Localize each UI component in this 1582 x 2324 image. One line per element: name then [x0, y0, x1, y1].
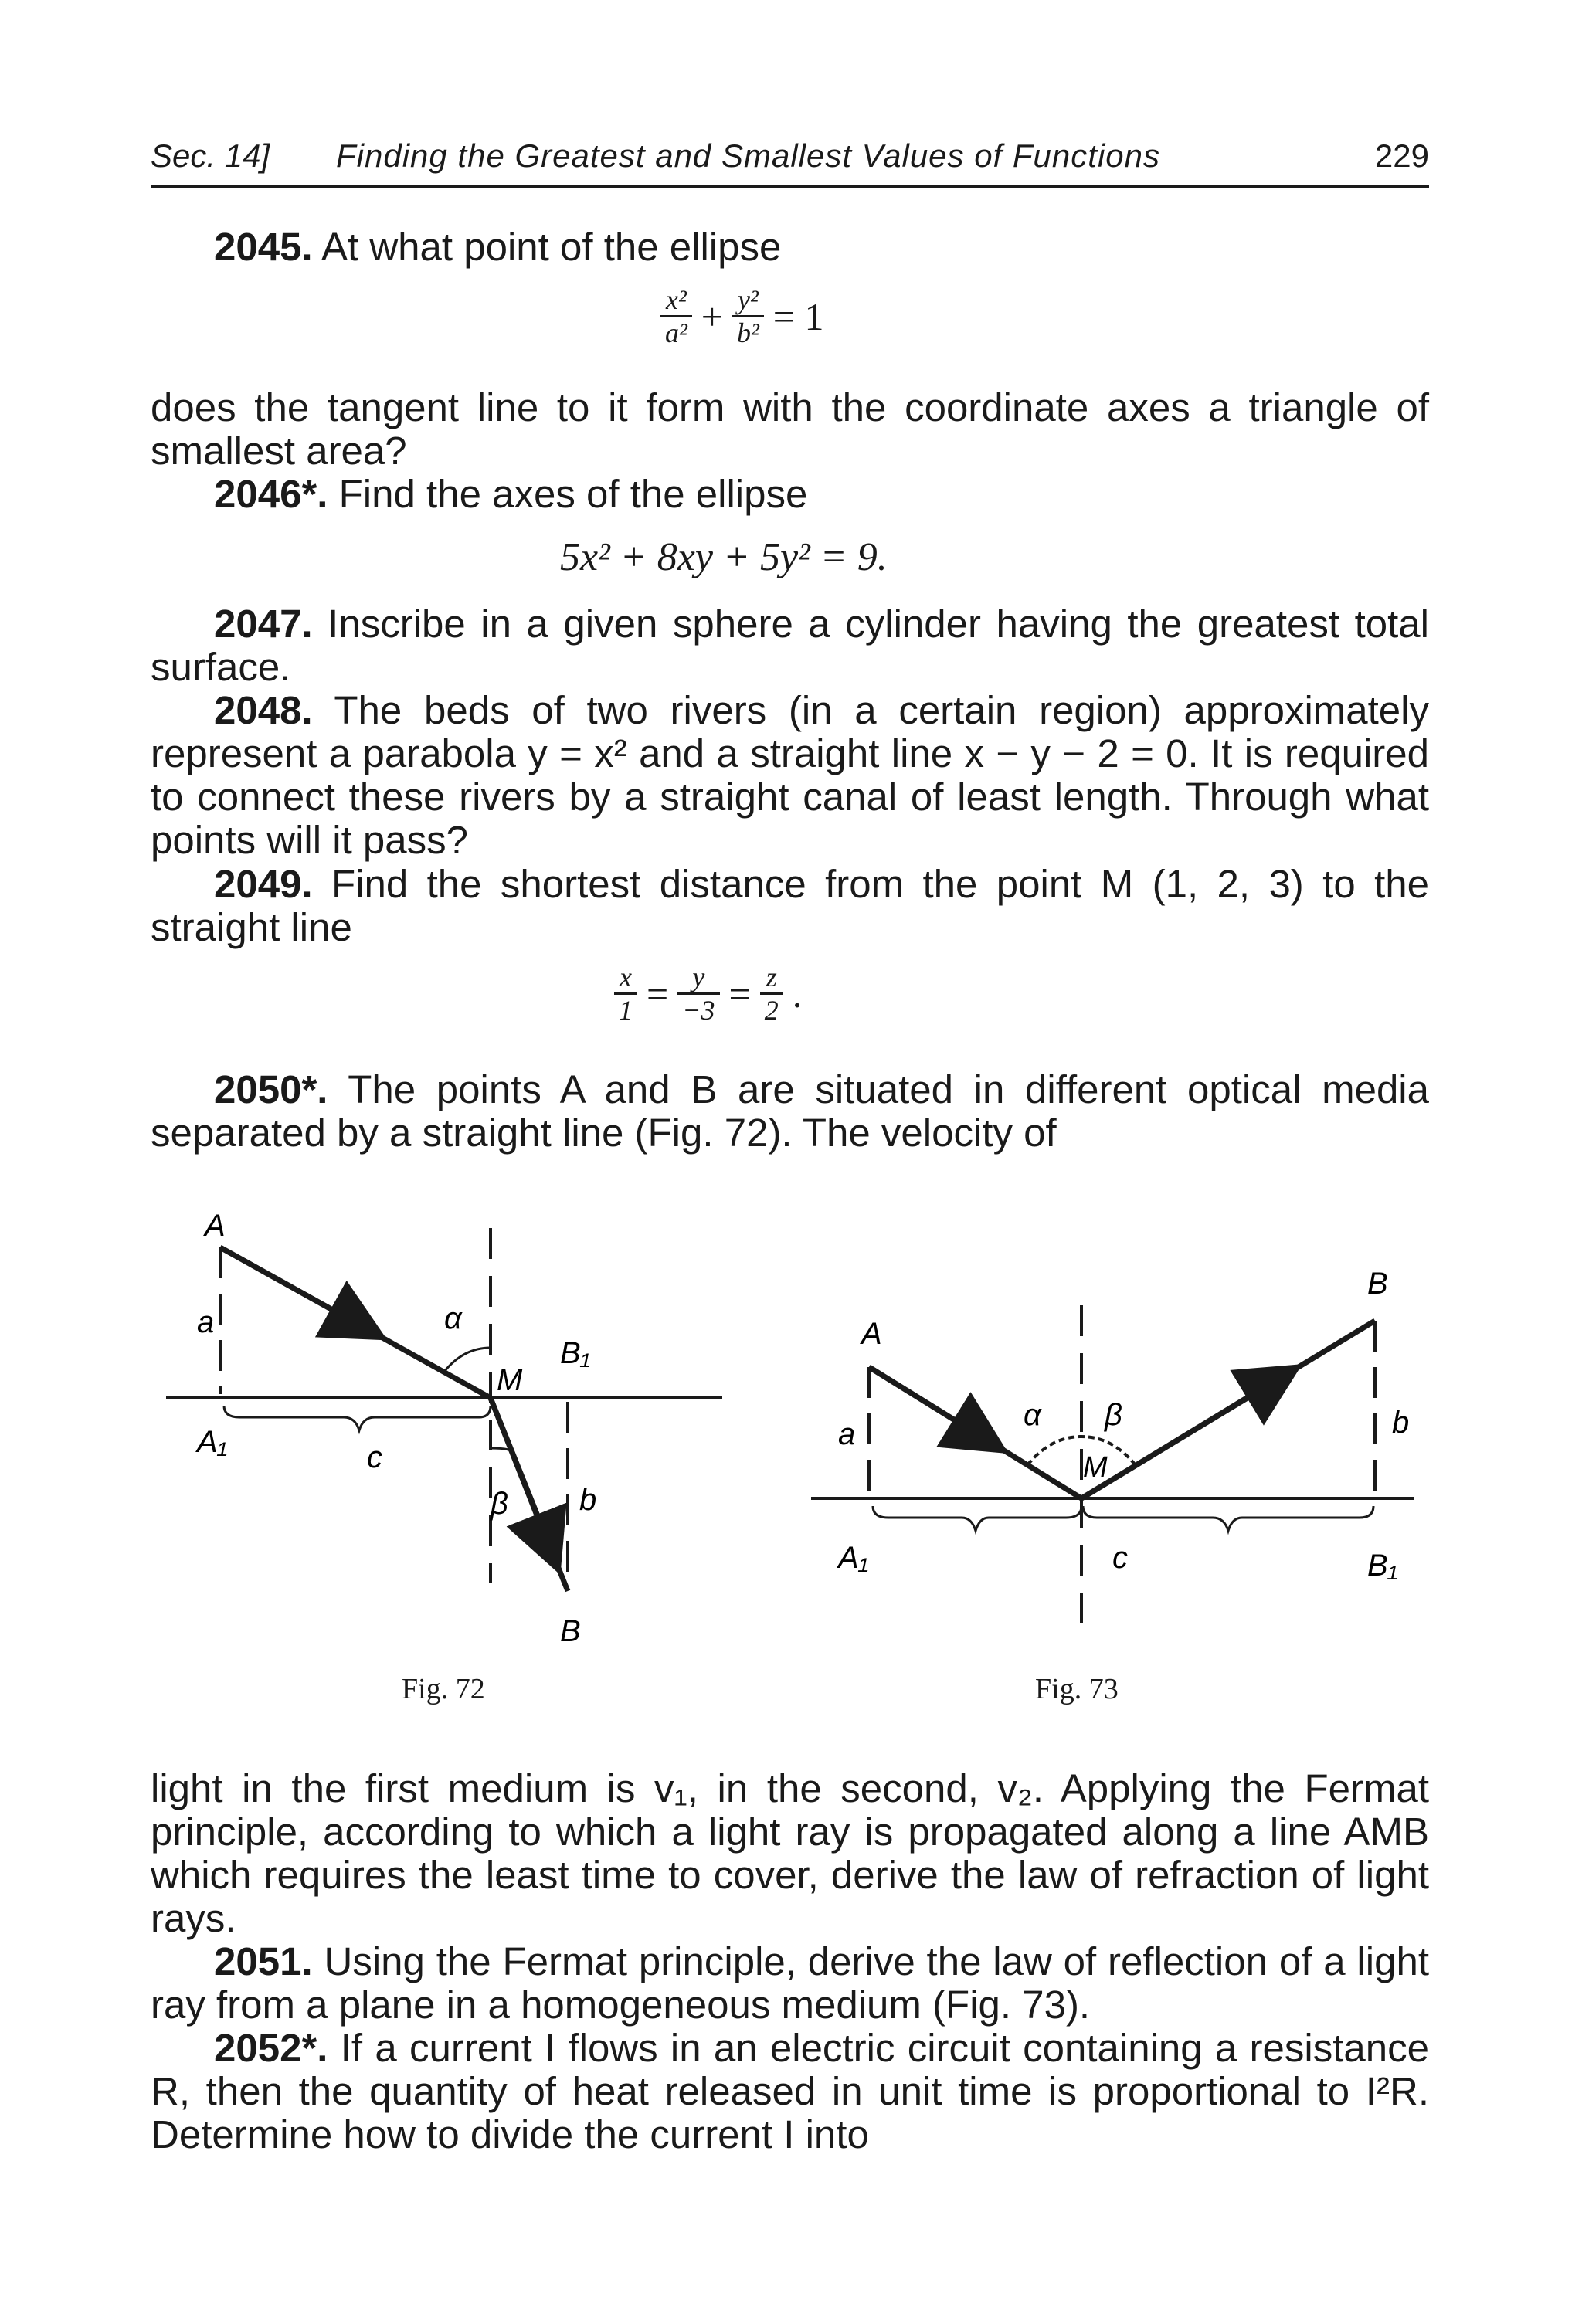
problem-2048: [151, 689, 1429, 862]
problem-text: The beds of two rivers (in a certain region) approximately represent a parabola y = x² and a straight line x − y − 2 = 0. It is required to connect these rivers by a straight canal of least length. Through what points will it pass?: [151, 688, 1430, 862]
page-number: 229: [1374, 137, 1429, 174]
section-ref: Sec. 14]: [151, 137, 270, 174]
chapter-title: Finding the Greatest and Smallest Values of Functions: [336, 137, 1160, 174]
problem-2052: [151, 2027, 1429, 2156]
label-b: b: [1392, 1406, 1410, 1440]
problem-text: At what point of the ellipse: [321, 225, 782, 269]
label-c: c: [1112, 1541, 1128, 1575]
problem-text: If a current I flows in an electric circuit containing a resistance R, then the quantity of heat released in unit time is proportional to I²R. Determine how to divide the current I into: [151, 2026, 1429, 2156]
denominator: b²: [737, 317, 759, 348]
fraction: [760, 962, 783, 1026]
label-c: c: [367, 1440, 382, 1474]
brace-c: [224, 1406, 491, 1430]
label-A1: A₁: [197, 1425, 228, 1459]
figure-73-reflection: [796, 1259, 1429, 1661]
problem-number: 2046*.: [214, 472, 328, 516]
problem-2047: [151, 602, 1429, 689]
operator: +: [701, 294, 723, 338]
label-B: B: [1367, 1267, 1388, 1301]
problem-text: Inscribe in a given sphere a cylinder having the greatest total surface.: [151, 602, 1429, 689]
numerator: x²: [660, 284, 692, 317]
operator: =: [647, 972, 669, 1016]
angle-beta-arc: [491, 1448, 512, 1454]
fraction: [614, 962, 637, 1026]
problem-text: Using the Fermat principle, derive the law of reflection of a light ray from a plane in a homogeneous medium (Fig. 73).: [151, 1939, 1429, 2027]
fraction: [677, 962, 719, 1026]
problem-number: 2049.: [214, 862, 313, 906]
label-b: b: [579, 1483, 597, 1517]
problem-number: 2047.: [214, 602, 313, 646]
brace-right: [1083, 1506, 1373, 1531]
fraction: [660, 284, 692, 348]
label-B1: B₁: [560, 1336, 591, 1370]
figure-72-caption: Fig. 72: [402, 1673, 485, 1705]
numerator: z: [760, 962, 783, 995]
figure-72-refraction: [151, 1182, 753, 1661]
problem-text: Find the shortest distance from the point M (1, 2, 3) to the straight line: [151, 862, 1430, 949]
period: .: [792, 972, 803, 1016]
denominator: 1: [619, 995, 633, 1026]
brace-left: [873, 1506, 1081, 1531]
arrow-icon: [491, 1398, 548, 1545]
label-A: A: [205, 1209, 226, 1243]
label-beta: β: [1105, 1398, 1122, 1432]
label-alpha: α: [1024, 1398, 1041, 1432]
problem-2045-intro: [151, 226, 1429, 269]
label-beta: β: [491, 1487, 508, 1521]
problem-number: 2048.: [214, 688, 313, 732]
arrow-icon: [869, 1367, 981, 1437]
problem-2046: [151, 473, 1429, 516]
ellipse-equation: [660, 284, 833, 348]
problem-number: 2051.: [214, 1939, 313, 1983]
figure-73-caption: Fig. 73: [1035, 1673, 1119, 1705]
running-head: [151, 131, 1429, 188]
label-A: A: [861, 1317, 882, 1351]
line-equation: [614, 962, 811, 1026]
label-alpha: α: [444, 1301, 462, 1335]
problem-2050-part1: [151, 1068, 1429, 1155]
problem-text: Find the axes of the ellipse: [338, 472, 808, 516]
ellipse-equation-2046: 5x² + 8xy + 5y² = 9.: [560, 535, 888, 579]
equation-rhs: = 1: [772, 294, 824, 338]
label-B: B: [560, 1614, 581, 1648]
denominator: −3: [682, 995, 715, 1026]
problem-2051: [151, 1940, 1429, 2027]
operator: =: [728, 972, 751, 1016]
label-a: a: [197, 1305, 215, 1339]
problem-2049: [151, 863, 1429, 949]
numerator: y: [677, 962, 719, 995]
problem-number: 2052*.: [214, 2026, 328, 2070]
label-B1: B₁: [1367, 1549, 1398, 1583]
label-M: M: [497, 1363, 523, 1397]
arrow-icon: [220, 1247, 359, 1325]
problem-2050-part2: light in the first medium is v₁, in the second, v₂. Applying the Fermat principle, according to which a light ray is propagated along a line AMB which requires the least time to cover, derive the law of refraction of light rays.: [151, 1766, 1429, 1940]
denominator: a²: [665, 317, 687, 348]
label-M: M: [1083, 1451, 1108, 1484]
problem-number: 2050*.: [214, 1067, 328, 1111]
denominator: 2: [764, 995, 779, 1026]
numerator: x: [614, 962, 637, 995]
angle-alpha-arc: [444, 1348, 491, 1372]
fraction: [732, 284, 764, 348]
numerator: y²: [732, 284, 764, 317]
problem-text: The points A and B are situated in different optical media separated by a straight line (Fig. 72). The velocity of: [151, 1067, 1429, 1155]
label-A1: A₁: [838, 1541, 869, 1575]
problem-2045-question: does the tangent line to it form with the coordinate axes a triangle of smallest area?: [151, 385, 1429, 473]
label-a: a: [838, 1417, 856, 1451]
problem-number: 2045.: [214, 225, 313, 269]
